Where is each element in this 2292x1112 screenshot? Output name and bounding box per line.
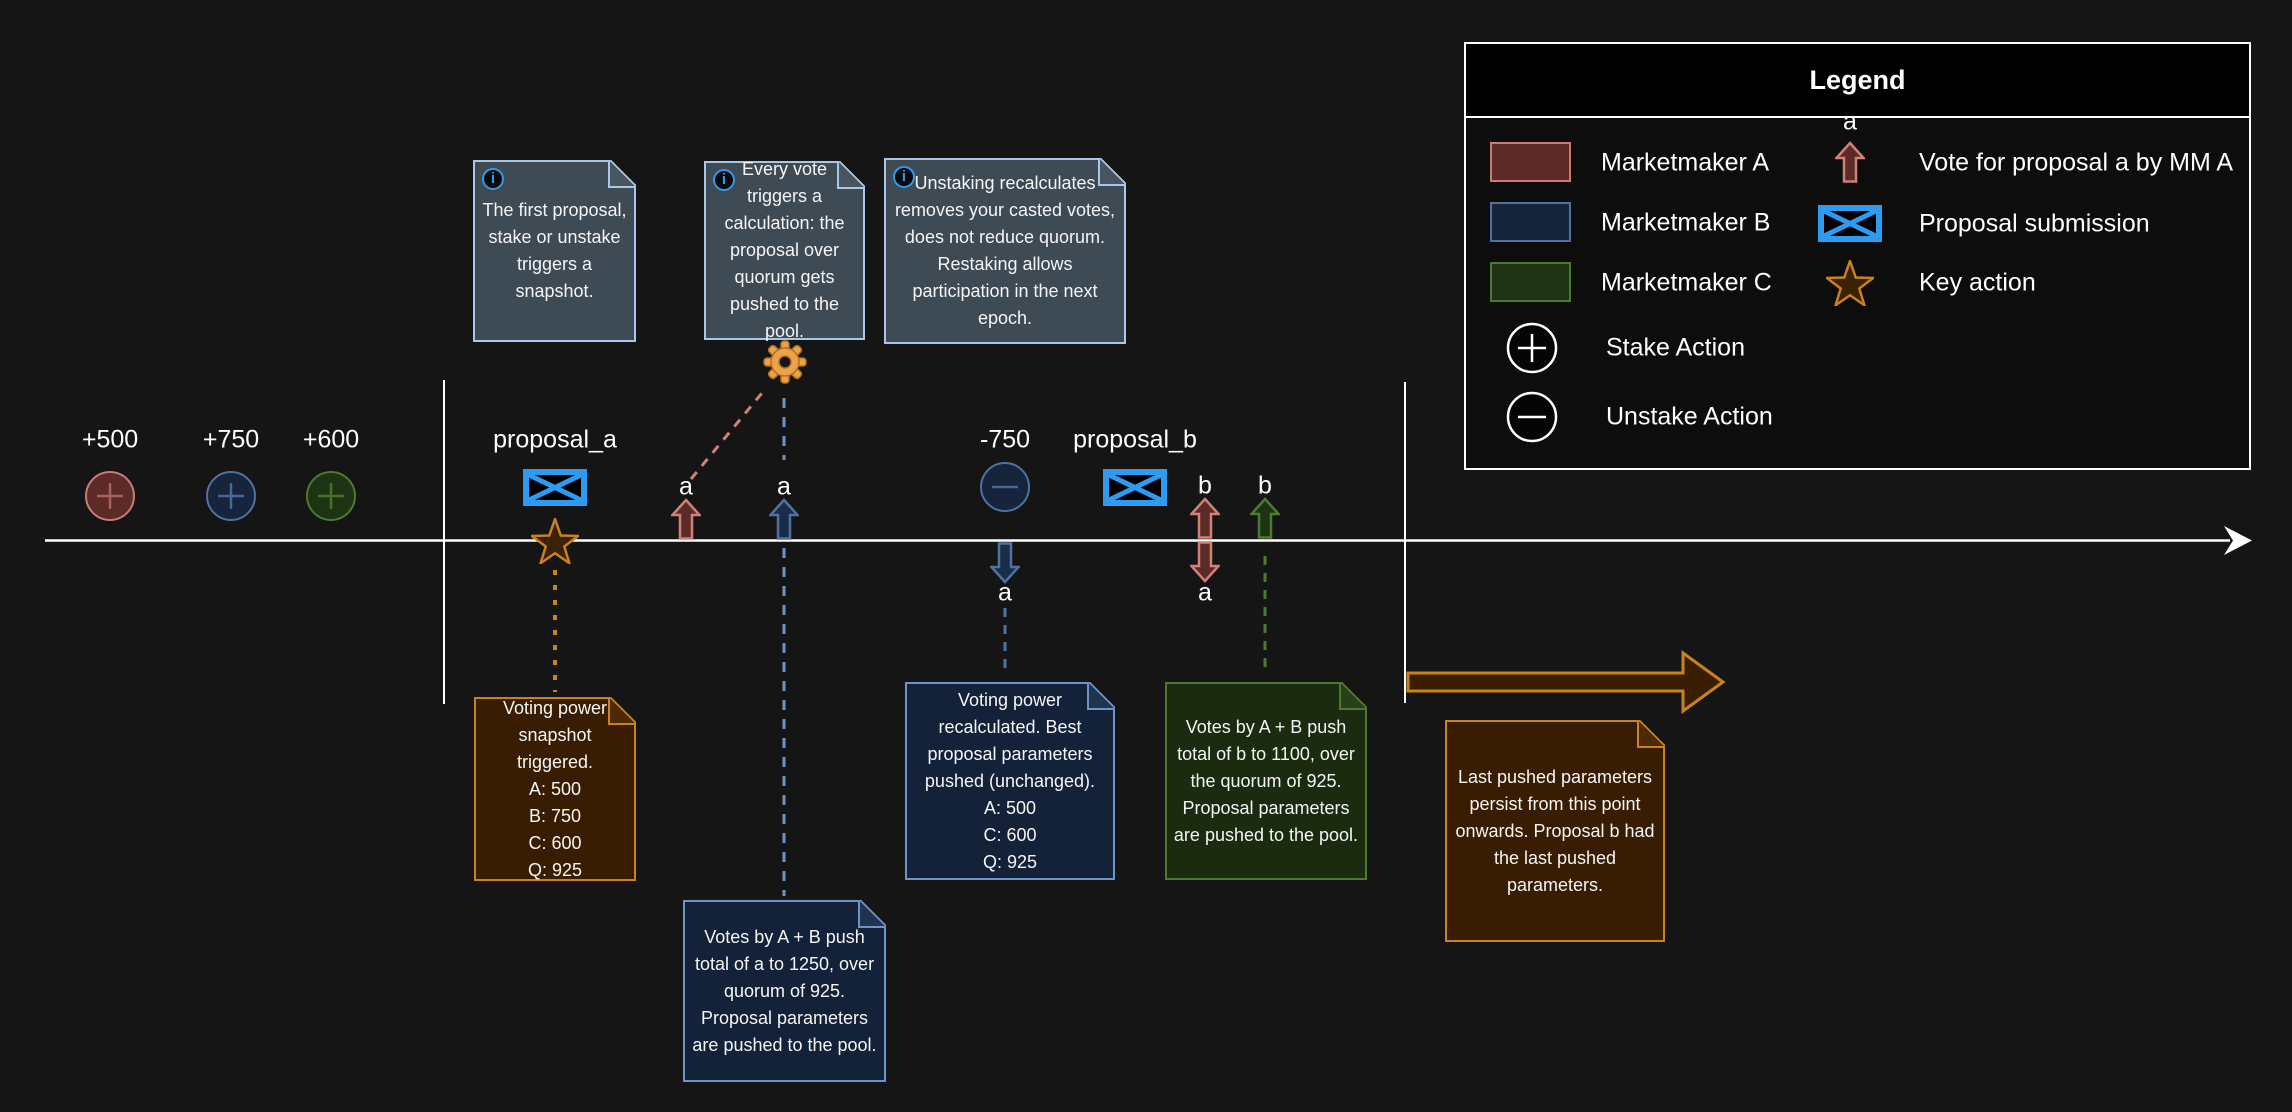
- legend-label-vote: Vote for proposal a by MM A: [1919, 148, 2234, 177]
- result-note-persistence: [1445, 720, 1665, 942]
- vote-b-by-mm-a-arrow-icon: [1190, 497, 1220, 539]
- note-text: Voting power recalculated. Best proposal parameters pushed (unchanged).: [924, 689, 1096, 791]
- result-note-proposal-a-push: [683, 900, 886, 1082]
- info-icon: i: [713, 169, 735, 191]
- note-text: Last pushed parameters persist from this point onwards. Proposal b had the last pushed parameters.: [1455, 766, 1655, 895]
- legend-swatch-marketmaker-b: [1490, 202, 1571, 242]
- legend-title: Legend: [1466, 44, 2249, 118]
- legend-envelope-icon: [1818, 205, 1882, 242]
- note-body: [685, 902, 884, 1080]
- unstake-amount-label: -750: [979, 425, 1031, 454]
- legend-swatch-marketmaker-c: [1490, 262, 1571, 302]
- vote-a-by-mm-b-label: a: [777, 472, 791, 501]
- vote-a-by-mm-a-label: a: [679, 472, 693, 501]
- stake-circle-icon-mm-c: [305, 470, 357, 522]
- legend-vote-arrow-letter: a: [1843, 107, 1857, 136]
- vote-b-by-mm-c-label: b: [1258, 471, 1272, 500]
- legend-label-marketmaker-b: Marketmaker B: [1601, 208, 1771, 237]
- note-value: C: 600: [983, 824, 1037, 845]
- proposal-a-envelope-icon: [523, 469, 587, 506]
- vote-a-by-mm-a-arrow-icon: [671, 498, 701, 540]
- legend-label-stake-action: Stake Action: [1606, 333, 1745, 362]
- key-action-star-icon: [531, 518, 579, 564]
- note-text: Voting power snapshot triggered.: [502, 697, 608, 772]
- note-body: [1447, 722, 1663, 940]
- stake-circle-icon-mm-b: [205, 470, 257, 522]
- unstake-circle-icon: [979, 461, 1031, 513]
- stake-amount-label-a: +500: [81, 425, 139, 454]
- note-value: A: 500: [983, 797, 1037, 818]
- proposal-b-label: proposal_b: [1073, 425, 1197, 454]
- legend-label-unstake-action: Unstake Action: [1606, 402, 1773, 431]
- note-value: C: 600: [528, 832, 582, 853]
- note-body: [907, 684, 1113, 878]
- legend-stake-circle-icon: [1506, 322, 1558, 374]
- revoked-vote-a-label: a: [998, 578, 1012, 607]
- legend-label-key-action: Key action: [1919, 268, 2036, 297]
- vote-to-gear-dashed-line: [691, 393, 762, 479]
- stake-amount-label-c: +600: [302, 425, 360, 454]
- stake-amount-label-b: +750: [202, 425, 260, 454]
- note-body: [886, 160, 1124, 342]
- legend-unstake-circle-icon: [1506, 391, 1558, 443]
- note-value: Q: 925: [982, 851, 1038, 872]
- proposal-a-label: proposal_a: [493, 425, 617, 454]
- legend-star-icon: [1826, 260, 1874, 306]
- note-text: The first proposal, stake or unstake triggers a snapshot.: [482, 200, 627, 301]
- note-value: B: 750: [528, 805, 582, 826]
- note-value: Q: 925: [527, 859, 583, 880]
- note-text: Votes by A + B push total of a to 1250, over quorum of 925. Proposal parameters are pushed to the pool.: [692, 926, 877, 1055]
- info-icon: i: [482, 168, 504, 190]
- unvote-a-by-mm-a-label: a: [1198, 578, 1212, 607]
- info-note-snapshot: [473, 160, 636, 342]
- legend-vote-arrow-icon: [1835, 141, 1865, 183]
- info-icon: i: [893, 166, 915, 188]
- result-note-recalculation: [905, 682, 1115, 880]
- legend-label-proposal-submission: Proposal submission: [1919, 209, 2150, 238]
- legend-label-marketmaker-a: Marketmaker A: [1601, 148, 1770, 177]
- legend-label-marketmaker-c: Marketmaker C: [1601, 268, 1772, 297]
- vote-a-by-mm-b-arrow-icon: [769, 498, 799, 540]
- vote-b-by-mm-c-arrow-icon: [1250, 497, 1280, 539]
- note-body: [706, 159, 863, 341]
- revote-b-by-mm-a-label: b: [1198, 471, 1212, 500]
- note-body: [475, 162, 634, 340]
- legend-panel: [1464, 42, 2251, 470]
- result-note-snapshot: [474, 697, 636, 881]
- proposal-b-envelope-icon: [1103, 469, 1167, 506]
- note-body: [476, 699, 634, 879]
- unvote-a-by-mm-a-arrow-icon: [1190, 541, 1220, 583]
- calculation-gear-icon: [763, 340, 807, 384]
- result-note-proposal-b-push: [1165, 682, 1367, 880]
- stake-circle-icon-mm-a: [84, 470, 136, 522]
- note-text: Unstaking recalculates removes your casted votes, does not reduce quorum. Restaking allows participation in the next epoch.: [894, 173, 1116, 328]
- note-body: [1167, 684, 1365, 878]
- note-text: Votes by A + B push total of b to 1100, over the quorum of 925. Proposal parameters are pushed to the pool.: [1173, 716, 1359, 845]
- note-value: A: 500: [528, 778, 582, 799]
- note-text: Every vote triggers a calculation: the proposal over quorum gets pushed to the pool.: [724, 159, 845, 341]
- legend-swatch-marketmaker-a: [1490, 142, 1571, 182]
- info-note-unstaking: [884, 158, 1126, 344]
- info-note-vote-calculation: [704, 161, 865, 340]
- parameters-persist-arrow: [1406, 650, 1726, 714]
